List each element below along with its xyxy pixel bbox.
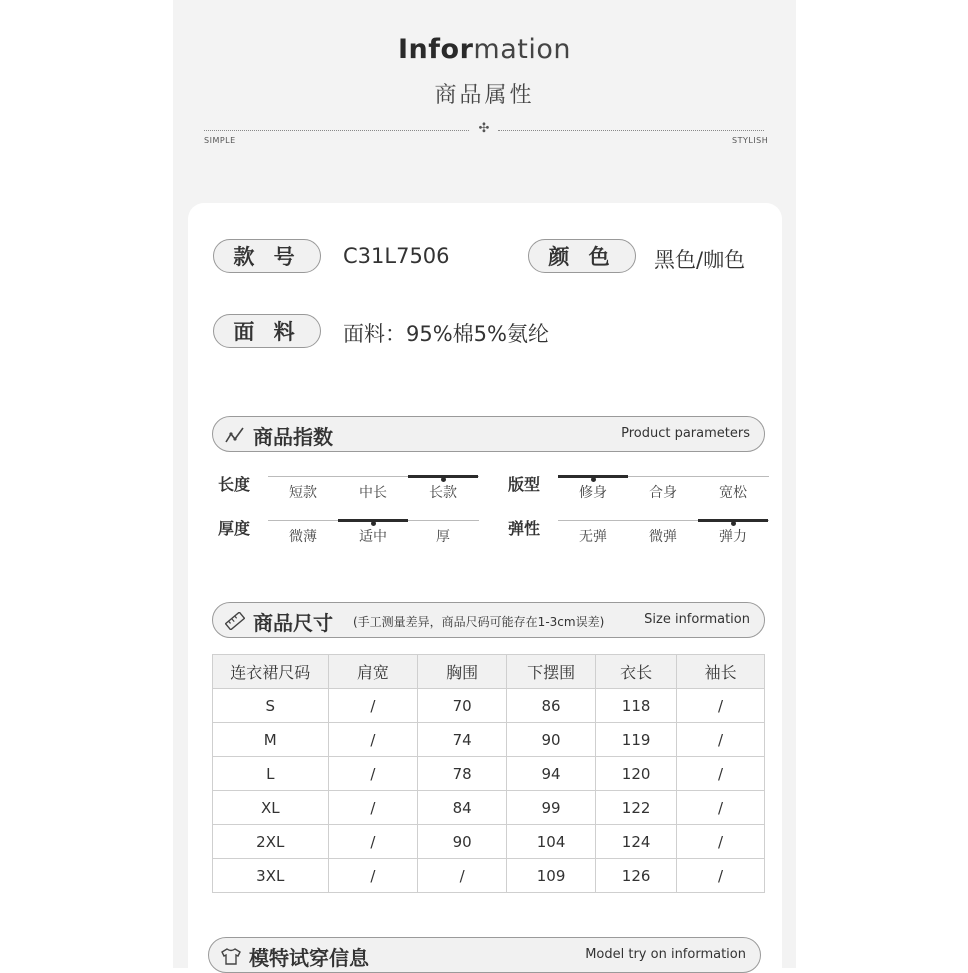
size-cell: S: [213, 689, 329, 723]
model-title: 模特试穿信息: [249, 946, 369, 970]
line-chart-icon: [225, 426, 245, 444]
size-cell: /: [677, 689, 765, 723]
size-note: (手工测量差异，商品尺码可能存在1-3cm误差): [353, 615, 605, 629]
size-cell: 2XL: [213, 825, 329, 859]
size-cell: 90: [418, 825, 507, 859]
size-table-header: [213, 655, 765, 689]
size-cell: 3XL: [213, 859, 329, 893]
size-title: 商品尺寸: [253, 611, 333, 635]
param-option: 厚: [436, 529, 450, 545]
param-label: 版型: [508, 475, 541, 494]
size-cell: /: [328, 859, 418, 893]
param-option: 微薄: [289, 529, 317, 545]
params-title: 商品指数: [253, 425, 333, 449]
tag-stylish: STYLISH: [732, 136, 769, 145]
param-label: 弹性: [508, 519, 541, 538]
size-cell: /: [328, 825, 418, 859]
table-row: [213, 757, 765, 791]
param-option: 适中: [359, 529, 387, 545]
param-option: 微弹: [649, 529, 677, 545]
table-row: [213, 689, 765, 723]
param-option: 修身: [579, 485, 607, 501]
size-cell: /: [418, 859, 507, 893]
size-cell: 74: [418, 723, 507, 757]
table-row: [213, 825, 765, 859]
size-cell: 120: [596, 757, 677, 791]
size-cell: L: [213, 757, 329, 791]
size-cell: /: [328, 791, 418, 825]
params-section-header: [212, 416, 765, 452]
table-row: [213, 859, 765, 893]
size-cell: /: [677, 825, 765, 859]
param-option: 短款: [289, 485, 317, 501]
size-en: Size information: [644, 612, 750, 627]
size-cell: 99: [507, 791, 596, 825]
size-cell: M: [213, 723, 329, 757]
size-section-header: [212, 602, 765, 638]
size-column-header: 袖长: [677, 655, 765, 689]
size-cell: 86: [507, 689, 596, 723]
style-no-value: C31L7506: [343, 244, 450, 268]
model-en: Model try on information: [585, 947, 746, 962]
ruler-icon: [225, 612, 245, 630]
fabric-label: 面 料: [213, 314, 321, 348]
size-cell: 94: [507, 757, 596, 791]
size-cell: /: [328, 757, 418, 791]
tshirt-icon: [221, 947, 241, 965]
size-cell: /: [328, 723, 418, 757]
size-cell: /: [677, 757, 765, 791]
size-cell: 70: [418, 689, 507, 723]
header-subtitle: 商品属性: [434, 83, 535, 108]
color-label: 颜 色: [528, 239, 636, 273]
size-cell: /: [328, 689, 418, 723]
size-cell: 90: [507, 723, 596, 757]
ornament-icon: ✣: [478, 121, 490, 136]
param-option: 合身: [649, 485, 677, 501]
size-column-header: 肩宽: [328, 655, 418, 689]
fabric-value: 面料：95%棉5%氨纶: [343, 322, 549, 346]
table-row: [213, 791, 765, 825]
param-option: 中长: [359, 485, 387, 501]
params-en: Product parameters: [621, 426, 750, 441]
table-row: [213, 723, 765, 757]
size-cell: 122: [596, 791, 677, 825]
size-cell: 126: [596, 859, 677, 893]
size-column-header: 衣长: [596, 655, 677, 689]
size-cell: 78: [418, 757, 507, 791]
param-option: 无弹: [579, 529, 607, 545]
size-column-header: 连衣裙尺码: [213, 655, 329, 689]
param-option: 弹力: [719, 529, 747, 545]
size-cell: /: [677, 859, 765, 893]
size-cell: 118: [596, 689, 677, 723]
param-label: 长度: [218, 475, 251, 494]
size-column-header: 胸围: [418, 655, 507, 689]
size-cell: 119: [596, 723, 677, 757]
size-cell: 124: [596, 825, 677, 859]
header-title: Information: [398, 34, 571, 65]
tag-simple: SIMPLE: [204, 136, 236, 145]
size-cell: 104: [507, 825, 596, 859]
size-table: [212, 654, 765, 893]
style-no-label: 款 号: [213, 239, 321, 273]
size-column-header: 下摆围: [507, 655, 596, 689]
color-value: 黑色/咖色: [654, 248, 746, 272]
divider-right: [498, 130, 764, 131]
size-cell: /: [677, 723, 765, 757]
size-cell: 84: [418, 791, 507, 825]
param-option: 长款: [429, 485, 457, 501]
size-cell: 109: [507, 859, 596, 893]
param-label: 厚度: [218, 519, 251, 538]
divider-left: [204, 130, 469, 131]
param-option: 宽松: [719, 485, 747, 501]
size-cell: /: [677, 791, 765, 825]
size-cell: XL: [213, 791, 329, 825]
